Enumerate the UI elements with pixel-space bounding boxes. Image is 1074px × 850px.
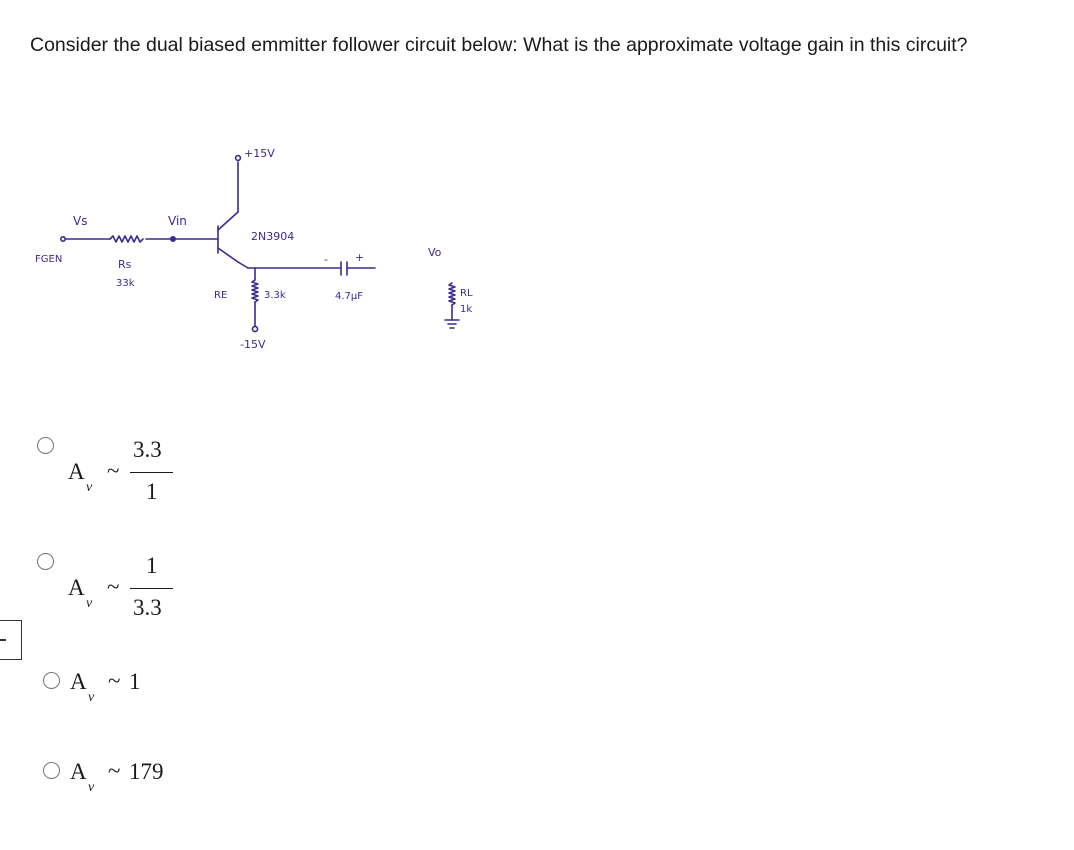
resistor-rs bbox=[110, 236, 143, 242]
option-1-denominator: 1 bbox=[146, 479, 158, 504]
option-4-lhs: A bbox=[70, 759, 87, 784]
option-2-lhs: A bbox=[68, 575, 85, 600]
re-label: RE bbox=[214, 290, 228, 301]
rl-value: 1k bbox=[460, 304, 473, 315]
transistor-emitter bbox=[218, 248, 238, 262]
transistor-label: 2N3904 bbox=[251, 230, 295, 243]
option-1-numerator: 3.3 bbox=[133, 437, 162, 462]
resistor-re bbox=[252, 280, 258, 302]
rl-label: RL bbox=[460, 288, 473, 299]
option-3-subscript: v bbox=[88, 690, 95, 705]
option-2-denominator: 3.3 bbox=[133, 595, 162, 620]
vee-label: -15V bbox=[240, 338, 266, 351]
option-4-value: 179 bbox=[129, 759, 164, 784]
option-2-numerator: 1 bbox=[146, 553, 158, 578]
option-4-relation: ~ bbox=[108, 758, 121, 783]
fgen-label: FGEN bbox=[35, 254, 63, 265]
option-3-lhs: A bbox=[70, 669, 87, 694]
rs-label: Rs bbox=[118, 258, 132, 271]
vee-terminal bbox=[252, 326, 257, 331]
vo-label: Vo bbox=[428, 246, 442, 259]
option-4-radio[interactable] bbox=[43, 762, 60, 779]
circuit-diagram bbox=[0, 0, 1074, 400]
re-value: 3.3k bbox=[264, 290, 286, 301]
vs-label: Vs bbox=[73, 214, 88, 228]
vcc-label: +15V bbox=[244, 147, 275, 160]
option-2-subscript: v bbox=[86, 596, 93, 611]
option-3-relation: ~ bbox=[108, 668, 121, 693]
vin-label: Vin bbox=[168, 214, 187, 228]
option-1-radio[interactable] bbox=[37, 437, 54, 454]
cap-minus-label: - bbox=[324, 253, 328, 266]
wire-emitter bbox=[238, 262, 248, 268]
option-3-value: 1 bbox=[129, 669, 141, 694]
option-1-lhs: A bbox=[68, 459, 85, 484]
option-4-subscript: v bbox=[88, 780, 95, 795]
resistor-rl bbox=[449, 283, 455, 305]
question-text: Consider the dual biased emmitter follower circuit below: What is the approximate voltage gain in this circuit? bbox=[30, 34, 968, 56]
rs-value: 33k bbox=[116, 278, 135, 289]
option-3-radio[interactable] bbox=[43, 672, 60, 689]
option-2-radio[interactable] bbox=[37, 553, 54, 570]
option-2-relation: ~ bbox=[107, 574, 120, 599]
option-1-fraction-bar bbox=[130, 472, 173, 473]
transistor-collector bbox=[218, 212, 238, 230]
side-marker bbox=[0, 620, 22, 660]
vcc-terminal bbox=[236, 156, 241, 161]
cap-plus-label: + bbox=[355, 251, 365, 264]
option-2-fraction-bar bbox=[130, 588, 173, 589]
cap-value: 4.7µF bbox=[335, 291, 364, 302]
option-1-subscript: v bbox=[86, 480, 93, 495]
option-1-relation: ~ bbox=[107, 458, 120, 483]
